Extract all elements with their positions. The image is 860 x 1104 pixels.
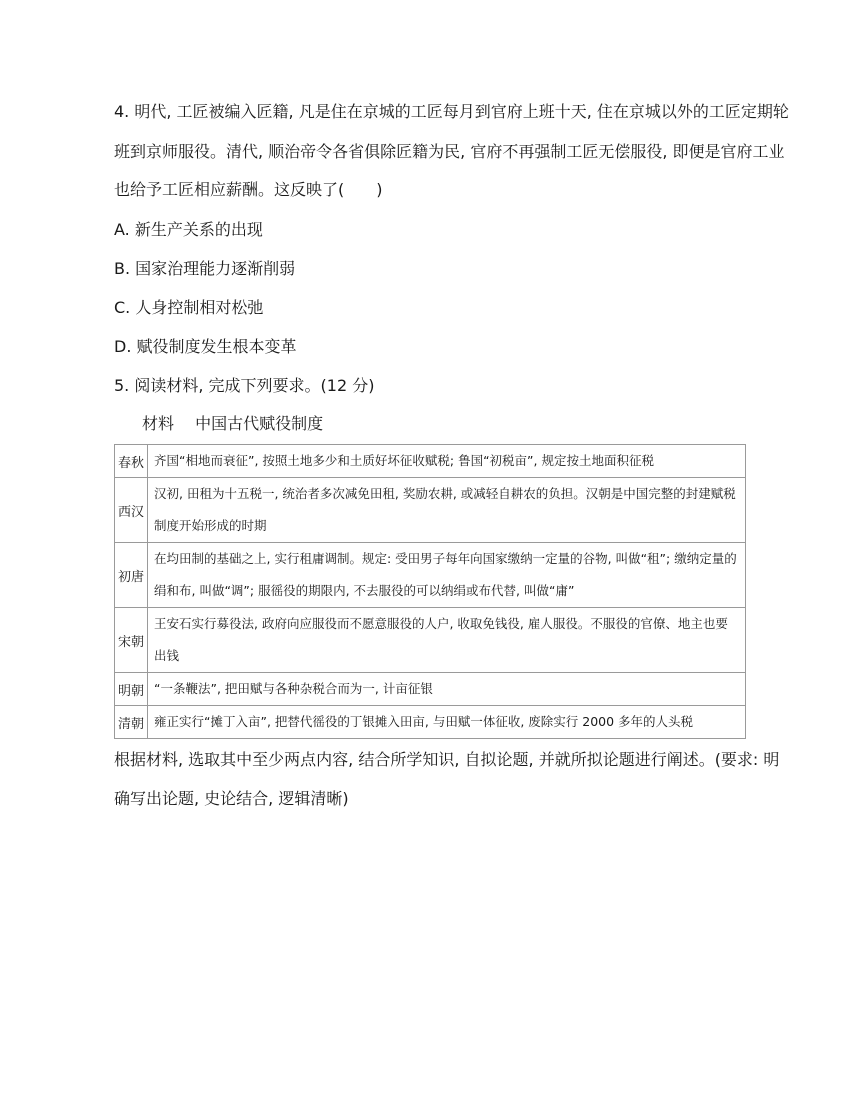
tax-system-table [114, 444, 746, 739]
era-cell: 宋朝 [115, 608, 148, 673]
requirement-line-2: 确写出论题, 史论结合, 逻辑清晰) [114, 789, 349, 808]
era-cell: 西汉 [115, 478, 148, 543]
era-cell: 春秋 [115, 445, 148, 478]
option-c: C. 人身控制相对松弛 [114, 298, 264, 317]
description-cell [148, 673, 746, 706]
description-text: 雍正实行“摊丁入亩”, 把替代徭役的丁银摊入田亩, 与田赋一体征收, 废除实行 2000 多年的人头税 [154, 714, 694, 729]
option-a: A. 新生产关系的出现 [114, 220, 263, 239]
description-text: 齐国“相地而衰征”, 按照土地多少和土质好坏征收赋税; 鲁国“初税亩”, 规定按土地面积征税 [154, 453, 654, 468]
option-b: B. 国家治理能力逐渐削弱 [114, 259, 296, 278]
table-row [115, 706, 746, 739]
material-caption [142, 414, 323, 434]
era-cell: 明朝 [115, 673, 148, 706]
material-caption-label: 材料 [142, 414, 175, 433]
era-cell: 初唐 [115, 543, 148, 608]
requirement-line-1: 根据材料, 选取其中至少两点内容, 结合所学知识, 自拟论题, 并就所拟论题进行阐述。(要求: 明 [114, 750, 780, 769]
description-text: 在均田制的基础之上, 实行租庸调制。规定: 受田男子每年向国家缴纳一定量的谷物, 叫做“租”; 缴纳定量的绢和布, 叫做“调”; 服徭役的期限内, 不去服役的可以纳绢或布代替, 叫做“庸” [154, 551, 737, 598]
description-text: 王安石实行募役法, 政府向应服役而不愿意服役的人户, 收取免钱役, 雇人服役。不服役的官僚、地主也要出钱 [154, 616, 728, 663]
question-5-prompt: 5. 阅读材料, 完成下列要求。(12 分) [114, 376, 375, 395]
option-d: D. 赋役制度发生根本变革 [114, 337, 297, 356]
table-row [115, 445, 746, 478]
description-cell [148, 478, 746, 543]
description-cell [148, 608, 746, 673]
table-row [115, 608, 746, 673]
table-row [115, 673, 746, 706]
table-row [115, 478, 746, 543]
description-cell [148, 706, 746, 739]
question-4-line-1: 4. 明代, 工匠被编入匠籍, 凡是住在京城的工匠每月到官府上班十天, 住在京城以外的工匠定期轮 [114, 102, 789, 121]
question-4-line-2: 班到京师服役。清代, 顺治帝令各省俱除匠籍为民, 官府不再强制工匠无偿服役, 即便是官府工业 [114, 142, 785, 161]
table-row [115, 543, 746, 608]
era-cell: 清朝 [115, 706, 148, 739]
description-cell [148, 543, 746, 608]
description-text: “一条鞭法”, 把田赋与各种杂税合而为一, 计亩征银 [154, 681, 433, 696]
description-cell [148, 445, 746, 478]
description-text: 汉初, 田租为十五税一, 统治者多次减免田租, 奖励农耕, 或减轻自耕农的负担。汉朝是中国完整的封建赋税制度开始形成的时期 [154, 486, 736, 533]
material-caption-title: 中国古代赋役制度 [195, 414, 324, 433]
question-4-line-3: 也给予工匠相应薪酬。这反映了( ) [114, 180, 383, 199]
